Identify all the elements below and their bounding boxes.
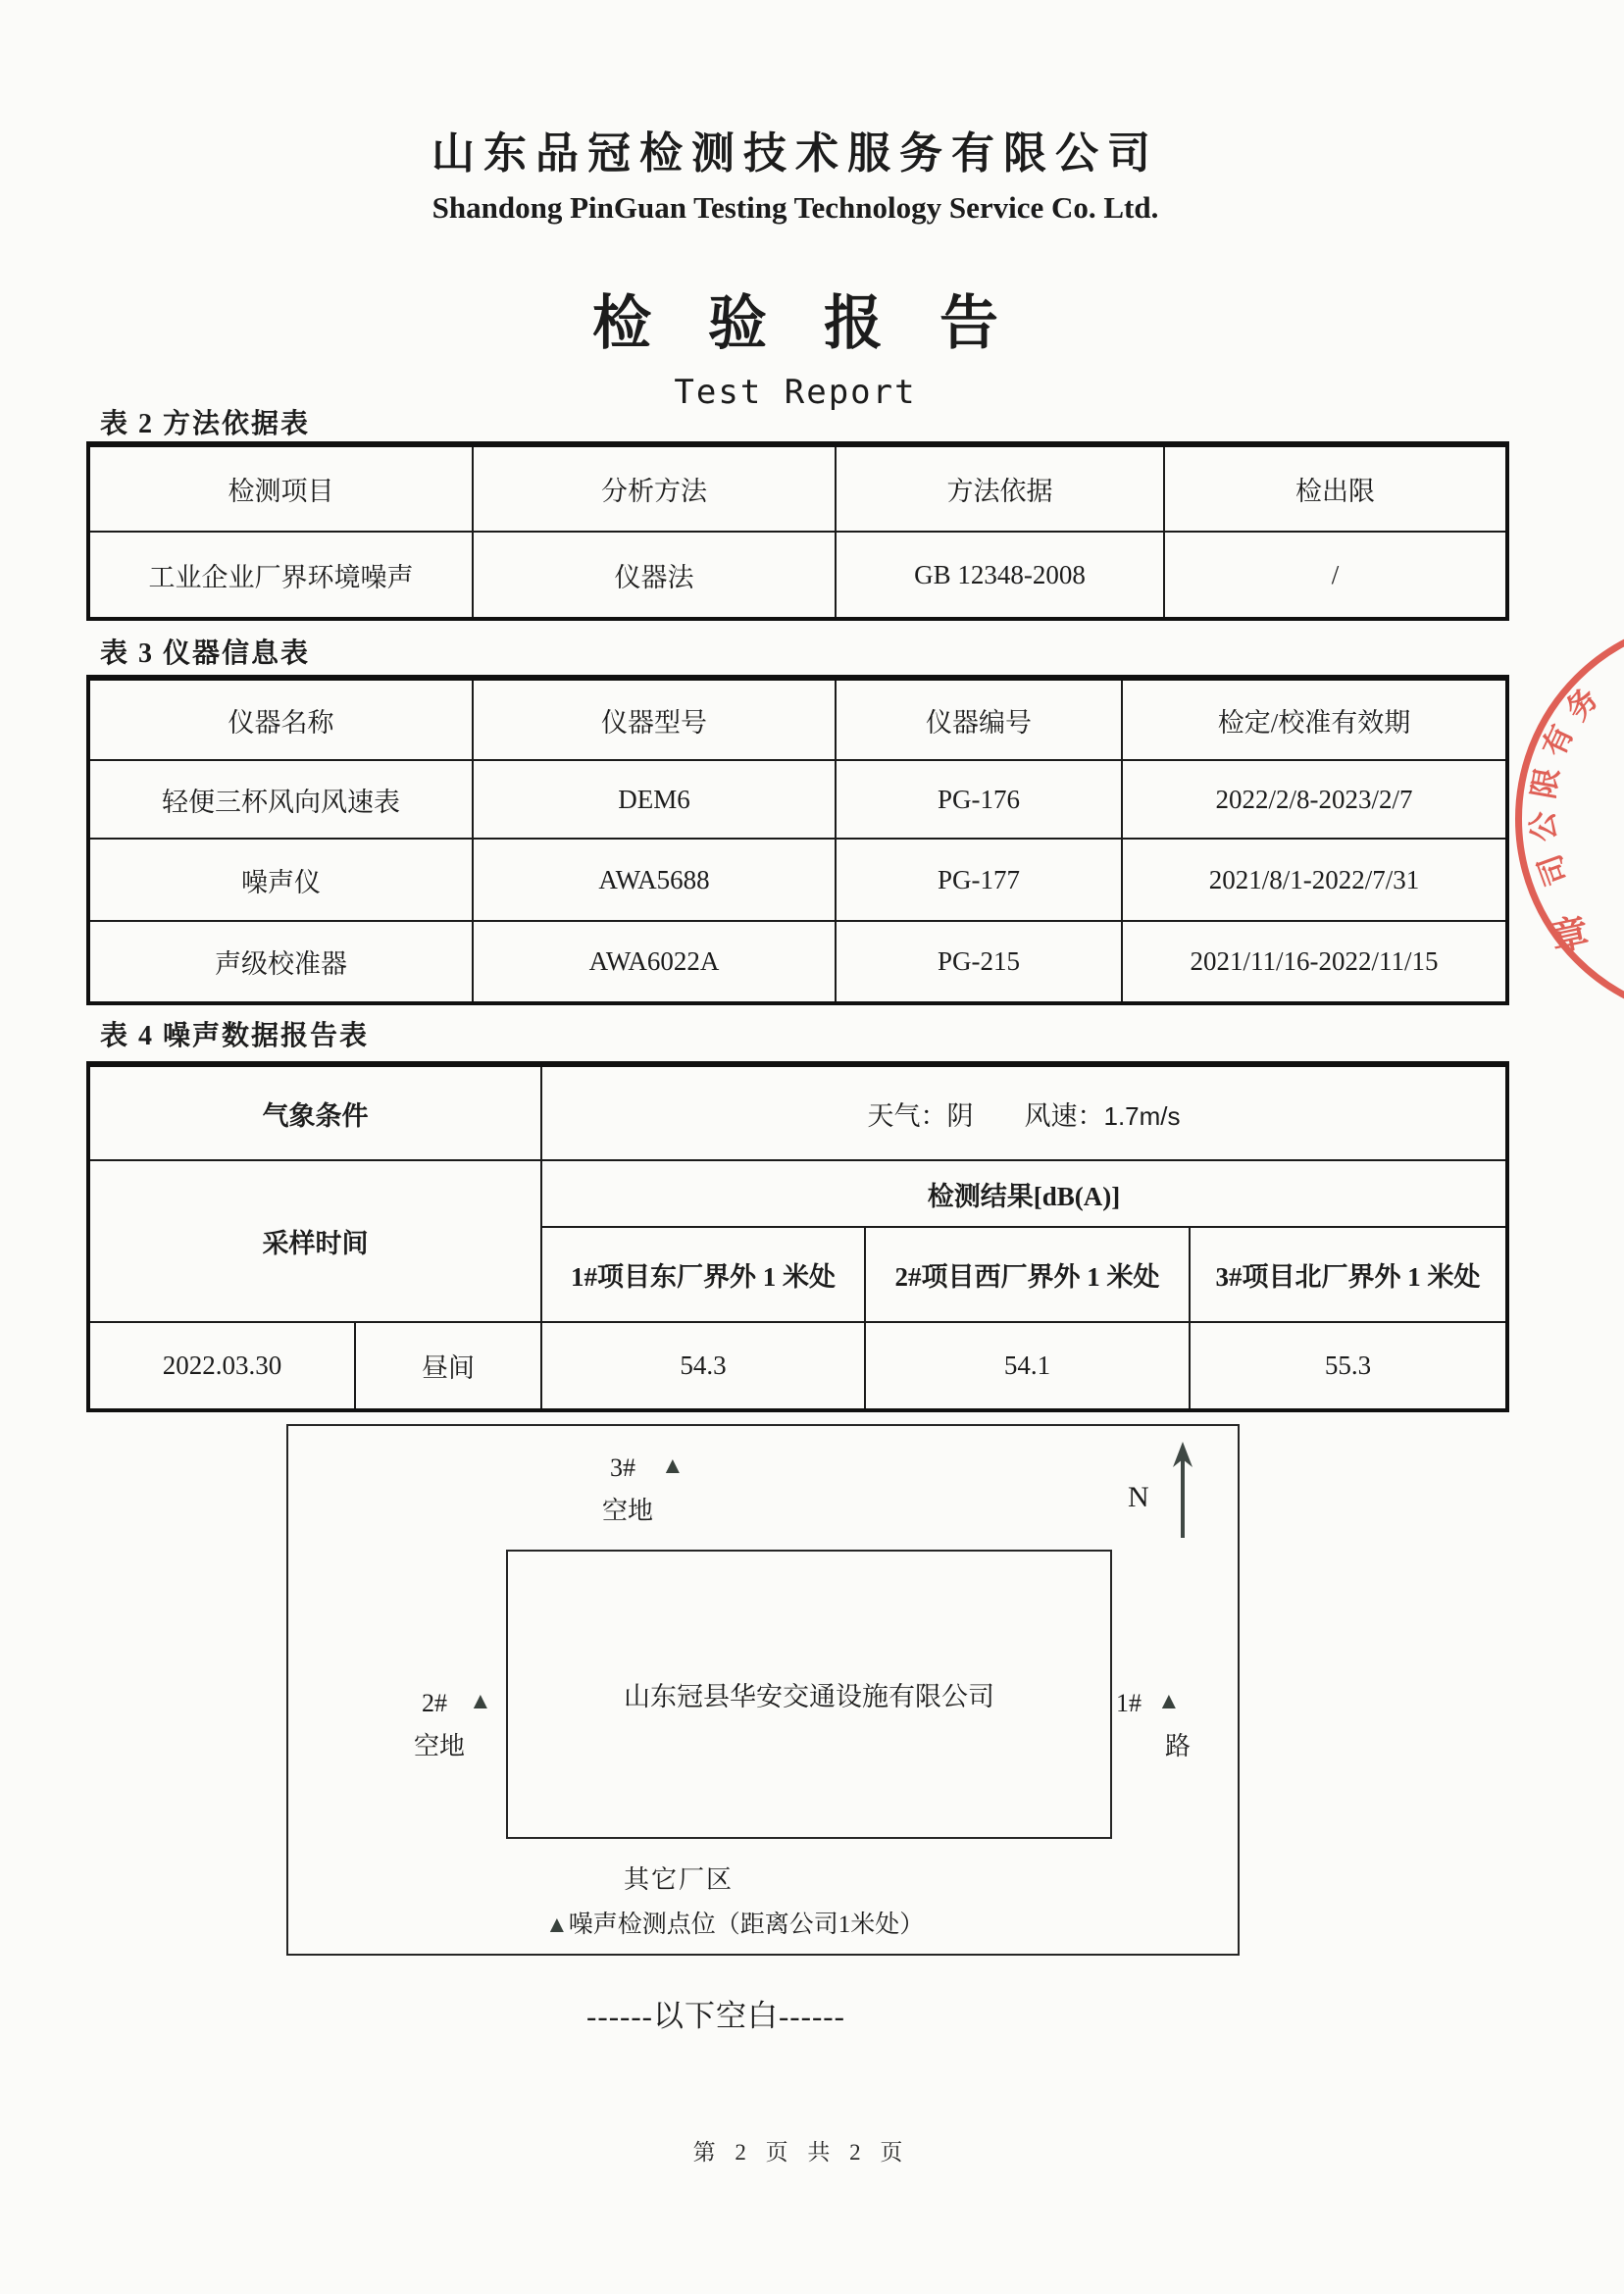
blank-below-note: ------以下空白------ [586,1999,845,2033]
column-header: 仪器编号 [836,678,1122,760]
north-arrow-icon [1167,1442,1198,1540]
result-header-cell: 检测结果[dB(A)] [541,1160,1507,1227]
noise-data-table [86,1061,1509,1412]
table-cell: 2021/11/16-2022/11/15 [1122,921,1507,1003]
table-cell: 噪声仪 [88,839,473,921]
table-header-row [88,678,1507,760]
page-number: 第 2 页 共 2 页 [692,2140,910,2165]
wind-label: 风速： [1024,1100,1104,1131]
column-header: 检出限 [1164,444,1507,532]
wind-value: 1.7m/s [1103,1100,1181,1131]
point3-desc: 空地 [602,1497,654,1525]
weather-label-cell: 气象条件 [88,1064,541,1160]
sample-date: 2022.03.30 [88,1322,355,1410]
weather-value-cell [541,1064,1507,1160]
point-header: 1#项目东厂界外 1 米处 [541,1227,865,1322]
factory-box [506,1550,1112,1839]
point2-desc: 空地 [414,1732,466,1760]
table-row [88,839,1507,921]
seal-char: 有 [1536,719,1581,762]
point2-marker-icon: ▲ [469,1689,492,1714]
data-row [88,1322,1507,1410]
instrument-table [86,675,1509,1005]
legend-marker-icon: ▲ [545,1912,569,1938]
report-title-en: Test Report [674,373,917,412]
table-cell: 声级校准器 [88,921,473,1003]
column-header: 仪器名称 [88,678,473,760]
north-label: N [1128,1481,1149,1513]
table-row [88,532,1507,619]
noise-value: 54.3 [541,1322,865,1410]
legend [545,1905,924,1940]
noise-value: 55.3 [1190,1322,1507,1410]
seal-char: 司 [1532,849,1575,891]
noise-value: 54.1 [865,1322,1190,1410]
seal-ring [1515,616,1624,1022]
point1-marker-icon: ▲ [1157,1689,1181,1714]
table-cell: PG-177 [836,839,1122,921]
sample-period: 昼间 [355,1322,541,1410]
weather-value: 天气：阴 [867,1100,974,1131]
seal-center-char: 章 [1547,911,1593,960]
report-title-cn: 检验报告 [592,291,1055,356]
column-header: 检测项目 [88,444,473,532]
table-cell: DEM6 [473,760,836,839]
seal-char: 公 [1525,809,1562,843]
table-cell: 2021/8/1-2022/7/31 [1122,839,1507,921]
column-header: 分析方法 [473,444,836,532]
other-area-label: 其它厂区 [624,1865,735,1894]
method-basis-table [86,441,1509,621]
table-header-row [88,444,1507,532]
point1-desc: 路 [1165,1732,1192,1760]
point2-id: 2# [422,1689,447,1717]
sampling-time-label-cell: 采样时间 [88,1160,541,1322]
column-header: 仪器型号 [473,678,836,760]
table-cell: GB 12348-2008 [836,532,1164,619]
table2-caption: 表 2 方法依据表 [100,409,311,439]
table3-caption: 表 3 仪器信息表 [100,638,311,669]
legend-text: 噪声检测点位（距离公司1米处） [568,1912,925,1938]
table-cell: 工业企业厂界环境噪声 [88,532,473,619]
table-cell: 轻便三杯风向风速表 [88,760,473,839]
table-cell: PG-176 [836,760,1122,839]
weather-row [88,1064,1507,1160]
point3-marker-icon: ▲ [661,1453,685,1479]
point-header: 2#项目西厂界外 1 米处 [865,1227,1190,1322]
table-row [88,760,1507,839]
table-cell: PG-215 [836,921,1122,1003]
company-name-en: Shandong PinGuan Testing Technology Service Co. Ltd. [431,190,1159,225]
point3-id: 3# [610,1453,635,1482]
table-row [88,921,1507,1003]
table-cell: AWA5688 [473,839,836,921]
seal-char: 务 [1558,681,1605,728]
table-cell: 仪器法 [473,532,836,619]
result-header-row [88,1160,1507,1227]
column-header: 方法依据 [836,444,1164,532]
table-cell: / [1164,532,1507,619]
table-cell: 2022/2/8-2023/2/7 [1122,760,1507,839]
factory-name: 山东冠县华安交通设施有限公司 [624,1682,994,1711]
seal-char: 限 [1526,765,1565,801]
column-header: 检定/校准有效期 [1122,678,1507,760]
table4-caption: 表 4 噪声数据报告表 [100,1021,370,1051]
company-name-cn: 山东品冠检测技术服务有限公司 [431,129,1159,178]
point-header: 3#项目北厂界外 1 米处 [1190,1227,1507,1322]
point1-id: 1# [1116,1689,1142,1717]
table-cell: AWA6022A [473,921,836,1003]
